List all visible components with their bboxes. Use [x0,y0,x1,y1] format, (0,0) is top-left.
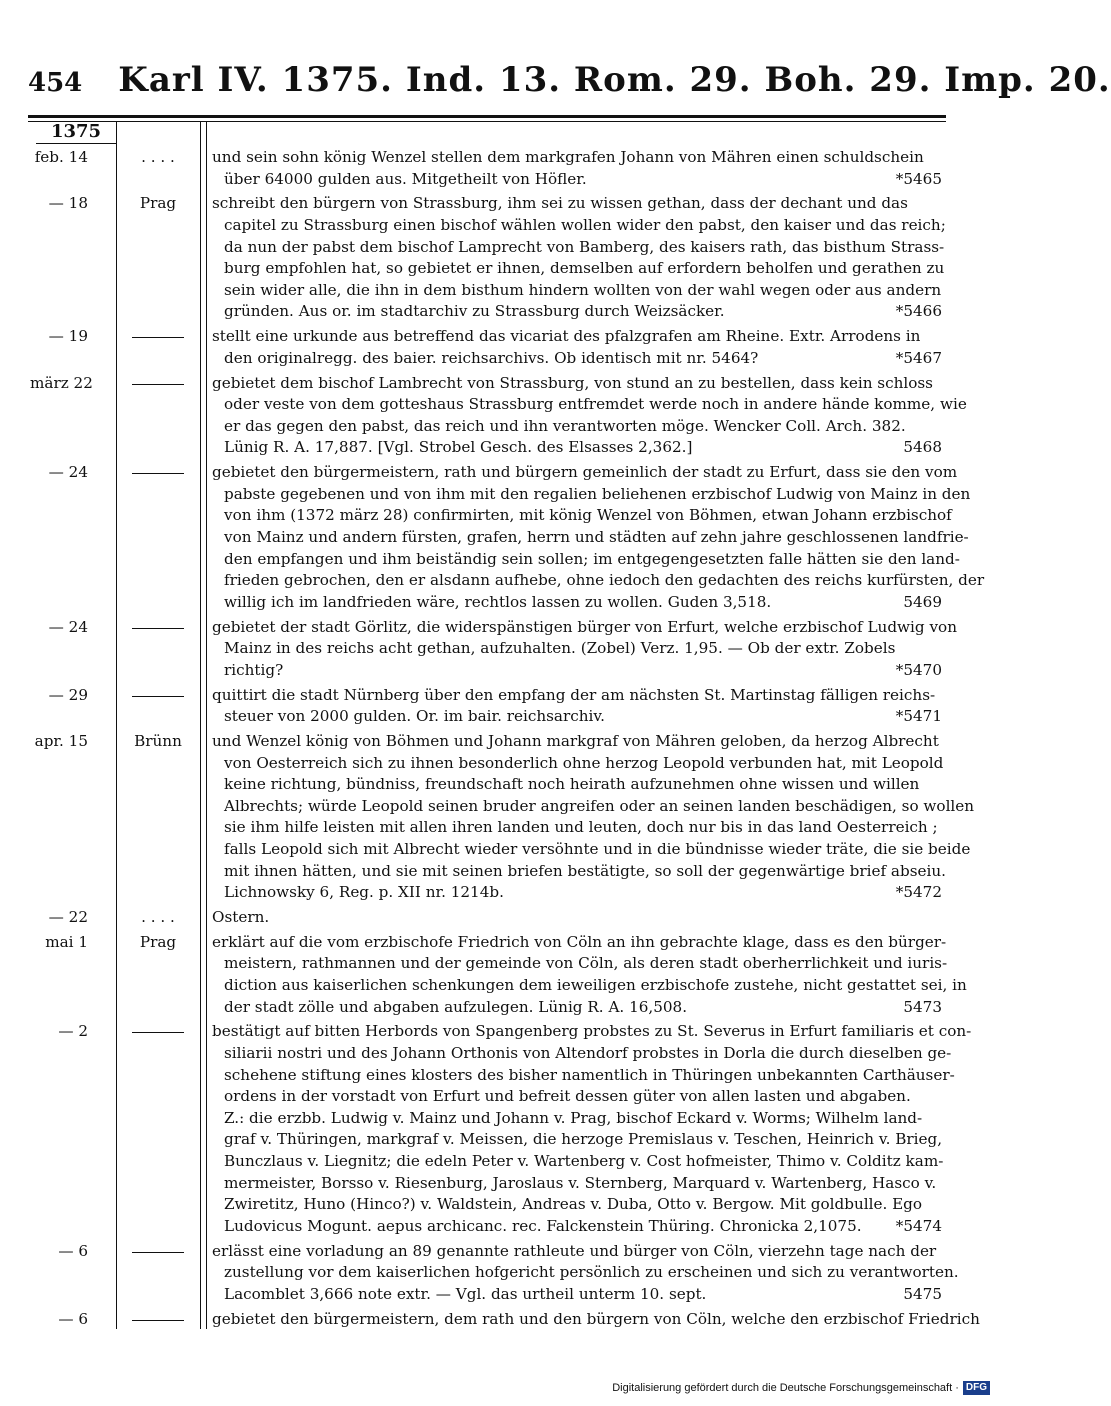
entry-line: willig ich im landfrieden wäre, rechtlos lassen zu wollen. Guden 3,518. [224,592,772,611]
entry-number: *5474 [895,1216,942,1235]
entry-date: — 18 [48,194,88,213]
entry-line: quittirt die stadt Nürnberg über den empfang der am nächsten St. Martinstag fälligen reichs- [212,685,936,704]
entry-line: gebietet der stadt Görlitz, die widerspänstigen bürger von Erfurt, welche erzbischof Ludwig von [212,617,957,636]
entry-line: und sein sohn könig Wenzel stellen dem markgrafen Johann von Mähren einen schuldschein [212,148,924,166]
entry-line: oder veste von dem gotteshaus Strassburg entfremdet werde noch in andere hände komme, wie [224,395,967,414]
entry-number: 5473 [903,997,942,1016]
entry-line: ordens in der vorstadt von Erfurt und befreit dessen güter von allen lasten und abgaben. [224,1087,911,1106]
entry-number: *5470 [895,660,942,679]
entry-text [212,1309,980,1331]
entry-line: gebietet den bürgermeistern, rath und bürgern gemeinlich der stadt zu Erfurt, dass sie den vom [212,463,958,482]
entry-number: 5469 [903,592,942,611]
entry-number: *5471 [895,707,942,726]
entry-line: von Oesterreich sich zu ihnen besonderlich ohne herzog Leopold verbunden hat, mit Leopold [224,753,944,772]
entry-line: keine richtung, bündniss, freundschaft noch heirath aufzunehmen ohne wissen und willen [224,775,920,794]
entry-line: steuer von 2000 gulden. Or. im bair. reichsarchiv. [224,707,605,726]
entry-line: richtig? [224,660,284,679]
year-label: 1375 [36,121,116,144]
entry-line: mit ihnen hätten, und sie mit seinen briefen bestätigte, so soll der gegenwärtige brief abseiu. [224,861,946,880]
entry-line: Lichnowsky 6, Reg. p. XII nr. 1214b. [224,883,504,902]
entry-date: — 24 [48,463,88,482]
entry-line: Albrechts; würde Leopold seinen bruder angreifen oder an seinen landen beschädigen, so wollen [224,796,975,815]
page-number: 454 [28,68,83,98]
entry-place: . . . . [141,908,175,926]
entry-line: erklärt auf die vom erzbischofe Friedrich von Cöln an ihn gebrachte klage, dass es den bürger- [212,932,947,951]
page-title: Karl IV. 1375. Ind. 13. Rom. 29. Boh. 29. Imp. 20. [118,60,1111,100]
entry-place: Prag [139,932,177,951]
entry-line: sein wider alle, die ihn in dem bisthum hindern wollten von der wahl wegen oder aus andern [224,280,942,299]
entry-line: den empfangen und ihm beiständig sein sollen; im entgegengesetzten falle hätten sie den land- [224,549,960,568]
entry-date: — 22 [48,908,88,926]
entry-date: — 2 [58,1022,88,1041]
entry-line: gebietet den bürgermeistern, dem rath und den bürgern von Cöln, welche den erzbischof Friedrich [212,1309,980,1328]
entry-line: schreibt den bürgern von Strassburg, ihm sei zu wissen gethan, dass der dechant und das [212,194,908,213]
entry-date: — 19 [48,327,88,346]
entry-number: *5466 [895,302,942,321]
entry-line: siliarii nostri und des Johann Orthonis von Altendorf probstes in Dorla die durch dieselben ge- [224,1043,952,1062]
entry-text [212,907,942,929]
entry-line: graf v. Thüringen, markgraf v. Meissen, die herzoge Premislaus v. Teschen, Heinrich v. Brieg, [224,1130,943,1149]
entry-line: den originalregg. des baier. reichsarchivs. Ob identisch mit nr. 5464? [224,348,759,367]
entry-line: gründen. Aus or. im stadtarchiv zu Strassburg durch Weizsäcker. [224,302,725,321]
entry-line: pabste gegebenen und von ihm mit den regalien beliehenen erzbischof Ludwig von Mainz in den [224,484,971,503]
entry-text [212,685,942,728]
entry-line: Lacomblet 3,666 note extr. — Vgl. das urtheil unterm 10. sept. [224,1284,707,1303]
dfg-logo: DFG [963,1381,990,1395]
entry-text [212,462,985,613]
entry-text [212,193,946,323]
entry-line: Mainz in des reichs acht gethan, aufzuhalten. (Zobel) Verz. 1,95. — Ob der extr. Zobels [224,639,896,658]
entry-number: *5467 [895,348,942,367]
entry-line: meistern, rathmannen und der gemeinde von Cöln, als deren stadt oberherrlichkeit und iuris- [224,954,948,973]
entry-date: — 6 [58,1241,88,1260]
entry-line: erlässt eine vorladung an 89 genannte rathleute und bürger von Cöln, vierzehn tage nach der [212,1241,937,1260]
entry-line: da nun der pabst dem bischof Lamprecht von Bamberg, des kaisers rath, das bisthum Strass- [224,237,945,256]
entry-line: über 64000 gulden aus. Mitgetheilt von Höfler. [224,169,587,188]
entry-line: der stadt zölle und abgaben aufzulegen. Lünig R. A. 16,508. [224,997,688,1016]
footer-credit: Digitalisierung gefördert durch die Deutsche Forschungsgemeinschaft · [612,1382,959,1394]
footer [612,1380,990,1396]
entry-line: burg empfohlen hat, so gebietet er ihnen, demselben auf erfordern beholfen und gerathen zu [224,259,945,278]
entry-place: Brünn [134,732,182,750]
entry-text [212,731,975,904]
entry-line: Bunczlaus v. Liegnitz; die edeln Peter v. Wartenberg v. Cost hofmeister, Thimo v. Colditz kam- [224,1151,944,1170]
entry-line: capitel zu Strassburg einen bischof wählen wollen wider den pabst, den kaiser und das reich; [224,215,946,234]
entry-line: frieden gebrochen, den er alsdann aufhebe, ohne iedoch den gedachten des reichs kurfürsten, der [224,571,985,590]
entry-number: 5468 [903,438,942,457]
entry-text [212,373,967,459]
entry-line: von ihm (1372 märz 28) confirmirten, mit könig Wenzel von Böhmen, etwan Johann erzbischof [224,506,952,525]
entry-text [212,932,967,1018]
entry-text [212,1241,959,1306]
entry-number: 5475 [903,1284,942,1303]
entry-line: zustellung vor dem kaiserlichen hofgericht persönlich zu erscheinen und sich zu verantworten. [224,1263,959,1282]
entry-line: von Mainz und andern fürsten, grafen, herrn und städten auf zehn jahre geschlossenen landfrie- [224,527,969,546]
entry-line: und Wenzel könig von Böhmen und Johann markgraf von Mähren geloben, da herzog Albrecht [212,732,939,750]
entry-line: mermeister, Borsso v. Riesenburg, Jaroslaus v. Sternberg, Marquard v. Wartenberg, Hasco v. [224,1173,937,1192]
entry-line: sie ihm hilfe leisten mit allen ihren landen und leuten, doch nur bis in das land Oesterreich ; [224,818,938,837]
entry-number: *5465 [895,169,942,188]
entry-text [212,617,957,682]
entry-line: er das gegen den pabst, das reich und ihn verantworten möge. Wencker Coll. Arch. 382. [224,416,906,435]
entry-line: diction aus kaiserlichen schenkungen dem ieweiligen erzbischofe zustehe, nicht gestattet sei, in [224,975,967,994]
entry-line: Lünig R. A. 17,887. [Vgl. Strobel Gesch. des Elsasses 2,362.] [224,438,693,457]
entry-place: Prag [139,194,177,213]
entry-line: gebietet dem bischof Lambrecht von Strassburg, von stund an zu bestellen, dass kein schloss [212,373,933,392]
entry-date: mai 1 [45,932,88,951]
entry-text [212,1021,972,1237]
entry-date: — 6 [58,1309,88,1328]
entry-line: Zwiretitz, Huno (Hinco?) v. Waldstein, Andreas v. Duba, Otto v. Bergow. Mit goldbulle. Ego [224,1195,923,1214]
entry-line: stellt eine urkunde aus betreffend das vicariat des pfalzgrafen am Rheine. Extr. Arrodens in [212,327,921,346]
entry-text [212,326,942,369]
entry-date: feb. 14 [34,148,88,166]
entry-place: . . . . [141,148,175,166]
entry-line: Ostern. [212,908,270,926]
entry-line: Ludovicus Mogunt. aepus archicanc. rec. Falckenstein Thüring. Chronicka 2,1075. [224,1216,862,1235]
entry-line: bestätigt auf bitten Herbords von Spangenberg probstes zu St. Severus in Erfurt familiaris et con- [212,1022,972,1041]
entry-line: Z.: die erzbb. Ludwig v. Mainz und Johann v. Prag, bischof Eckard v. Worms; Wilhelm land- [224,1108,923,1127]
entry-date: apr. 15 [34,732,88,750]
entry-line: falls Leopold sich mit Albrecht wieder versöhnte und in die bündnisse wieder träte, die sie beide [224,839,971,858]
entry-number: *5472 [895,883,942,902]
entry-date: — 24 [48,617,88,636]
entry-date: — 29 [48,685,88,704]
entry-date: märz 22 [30,373,93,392]
entry-line: schehene stiftung eines klosters des bisher namentlich in Thüringen unbekannten Carthäuser- [224,1065,955,1084]
entry-text [212,147,942,190]
